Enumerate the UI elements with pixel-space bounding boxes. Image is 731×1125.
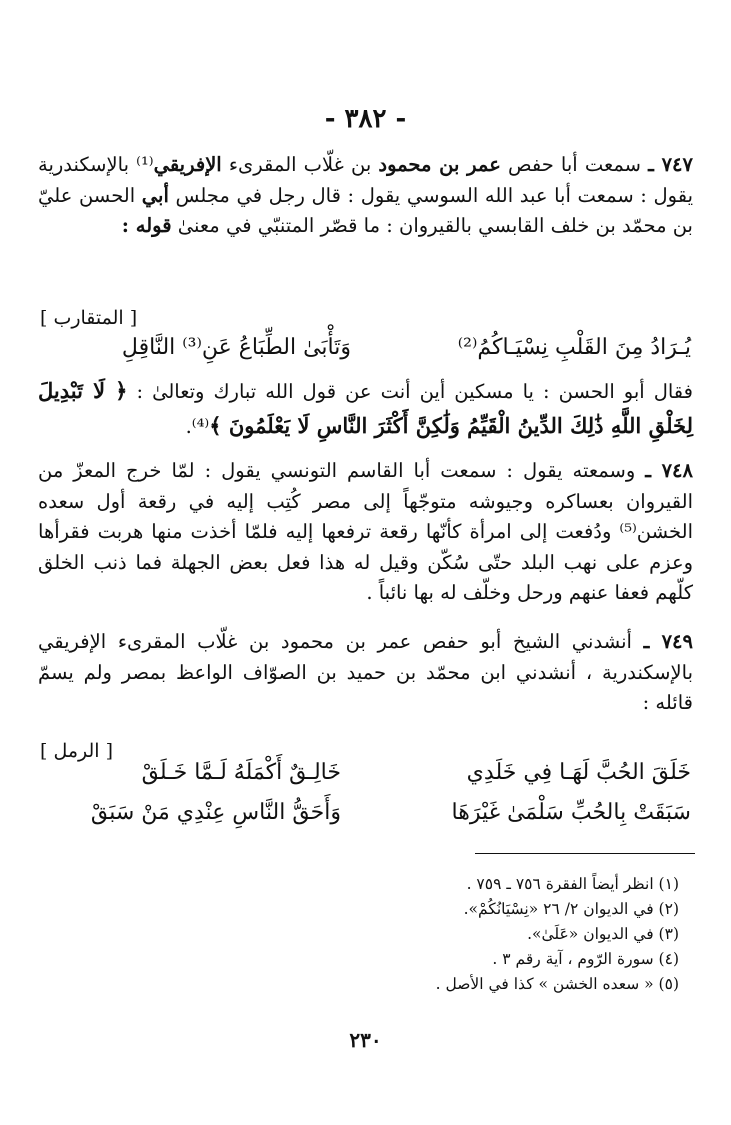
- paragraph-text: بن غلّاب المقرىء: [221, 153, 379, 176]
- verse-hemistich: خَالِـقٌ أَكْمَلَهُ لَـمَّا خَـلَقْ: [141, 760, 341, 785]
- entry-number: ٧٤٨ ـ: [645, 459, 693, 482]
- paragraph-text: سمعت أبا حفص: [500, 153, 649, 176]
- entry-number: ٧٤٧ ـ: [648, 153, 693, 176]
- meter-label: [ المتقارب ]: [40, 307, 138, 329]
- footnote: (٥) « سعده الخشن » كذا في الأصل .: [435, 975, 679, 993]
- running-page-number: - ٣٨٢ -: [324, 104, 407, 134]
- paragraph-749: [38, 627, 693, 719]
- nisba-bold: الإفريقي: [153, 153, 222, 176]
- paragraph-text: فقال أبو الحسن : يا مسكين أين أنت عن قول الله تبارك وتعالىٰ :: [127, 380, 693, 403]
- footnote: (٢) في الديوان ٢/ ٢٦ «نِسْيَانُكُمْ».: [463, 900, 679, 918]
- verse-hemistich: سَبَقَتْ بِالحُبِّ سَلْمَىٰ غَيْرَهَا: [451, 800, 691, 825]
- footnote: (٤) سورة الرّوم ، آية رقم ٣ .: [492, 950, 679, 968]
- verse-hemistich: وَتَأْبَىٰ الطِّبَاعُ عَنِ⁽³⁾ النَّاقِلِ: [121, 335, 351, 360]
- paragraph-748: [38, 456, 693, 609]
- paragraph-text: وسمعته يقول : سمعت أبا القاسم التونسي يقول : لمّا خرج المعزّ من القيروان بعساكره وجيوشه متوجّهاً إلى مصر كُتِب إليه في رقعة أول سعده الخشن⁽⁵⁾ ودُفعت إلى امرأة كأنّها رقعة ترفعها إليه فلمّا أخذت منها هربت فقرأها وعزم على نهب البلد حتّى سُكّن وقيل له هذا فعل بعض الجهلة فما ذنب الخلق كلّهم فعفا عنهم ورحل وخلّف له بها نائباً .: [38, 459, 693, 604]
- footnote-ref: ⁽⁴⁾.: [185, 415, 210, 438]
- verse-hemistich: وَأَحَقُّ النَّاسِ عِنْدِي مَنْ سَبَقْ: [90, 800, 341, 825]
- entry-number: ٧٤٩ ـ: [643, 630, 693, 653]
- footnote: (١) انظر أيضاً الفقرة ٧٥٦ ـ ٧٥٩ .: [466, 875, 679, 893]
- bold-word: أبي: [141, 183, 169, 207]
- meter-label: [ الرمل ]: [40, 740, 114, 762]
- paragraph-text: أنشدني الشيخ أبو حفص عمر بن محمود بن غلّاب المقرىء الإفريقي بالإسكندرية ، أنشدني ابن محمّد بن حميد بن الصوّاف الواعظ بمصر ولم يسمّ قائله :: [38, 630, 693, 714]
- verse-hemistich: يُـرَادُ مِنَ القَلْبِ نِسْيَـاكُمُ⁽²⁾: [457, 335, 691, 360]
- narrator-name: عمر بن محمود: [378, 153, 501, 176]
- page-number: ٢٣٠: [349, 1028, 382, 1052]
- quran-quote: ﴿ لَا تَبْدِيلَ لِخَلْقِ اللَّهِ ذَٰلِكَ الدِّينُ الْقَيِّمُ وَلَٰكِنَّ أَكْثَرَ النَّاسِ لَا يَعْلَمُونَ ﴾: [38, 378, 693, 438]
- paragraph-text: الحسن عليّ بن محمّد بن خلف القابسي بالقيروان : ما قصّر المتنبّي في معنىٰ: [38, 183, 693, 237]
- bold-word: قوله :: [121, 214, 172, 237]
- paragraph-text: ⁽¹⁾ بالإسكندرية يقول : سمعت أبا عبد الله السوسي يقول : قال رجل في مجلس: [38, 153, 694, 207]
- footnotes: [39, 872, 679, 997]
- paragraph-abulhasan: [38, 374, 693, 444]
- verse-hemistich: خَلَقَ الحُبَّ لَهَـا فِي خَلَدِي: [466, 760, 691, 785]
- footnote-divider: [475, 853, 695, 854]
- paragraph-747: [38, 150, 693, 242]
- footnote: (٣) في الديوان «عَلَىٰ».: [527, 925, 679, 943]
